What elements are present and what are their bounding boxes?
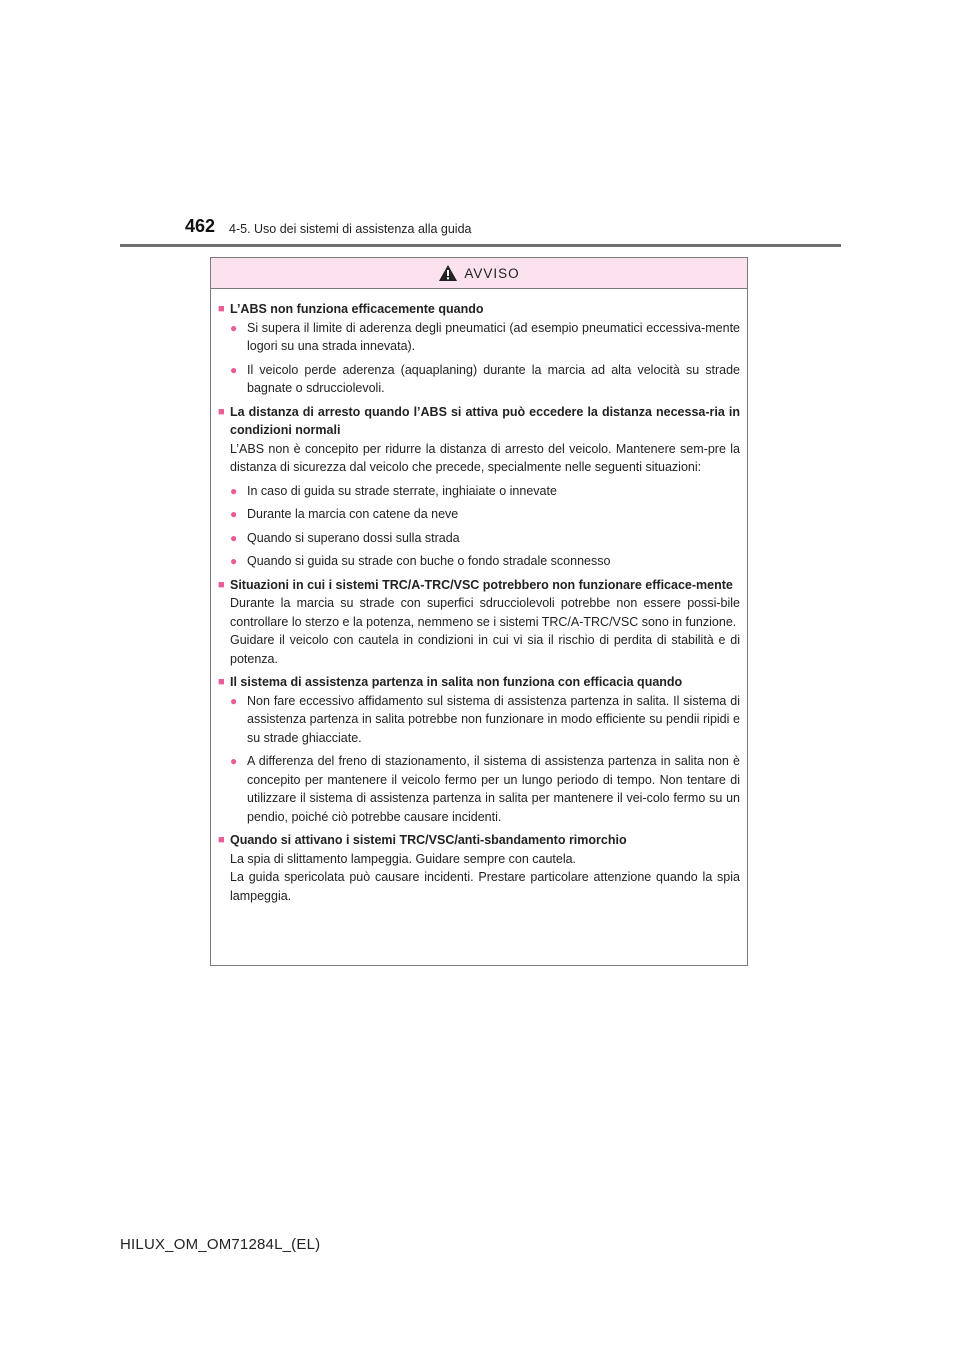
document-code: HILUX_OM_OM71284L_(EL)	[120, 1236, 321, 1253]
warning-box	[210, 257, 748, 966]
section-heading: ■ Quando si attivano i sistemi TRC/VSC/anti-sbandamento rimorchio	[218, 831, 740, 850]
section-hill-start-assist	[218, 673, 740, 826]
section-paragraph: Durante la marcia su strade con superfici sdrucciolevoli potrebbe non essere possi-bile controllare lo sterzo e la potenza, nemmeno se i sistemi TRC/A-TRC/VSC sono in funzione. Guidare il veicolo con cautela in condizioni in cui vi sia il rischio di perdita di stabilità e di potenza.	[230, 596, 740, 666]
square-bullet-icon: ■	[218, 676, 225, 688]
warning-body	[211, 289, 747, 905]
list-item: ● Il veicolo perde aderenza (aquaplaning) durante la marcia ad alta velocità su strade bagnate o sdrucciolevoli.	[230, 361, 740, 398]
circle-bullet-icon: ●	[230, 320, 238, 335]
list-item: ● Durante la marcia con catene da neve	[230, 505, 740, 524]
circle-bullet-icon: ●	[230, 554, 238, 568]
section-trc-vsc	[218, 576, 740, 669]
square-bullet-icon: ■	[218, 405, 225, 418]
header-rule	[120, 244, 841, 247]
section-heading: ■ La distanza di arresto quando l’ABS si attiva può eccedere la distanza necessa-ria in condizioni normali	[218, 403, 740, 440]
circle-bullet-icon: ●	[230, 483, 238, 498]
warning-header	[211, 258, 747, 289]
section-paragraph: La spia di slittamento lampeggia. Guidare sempre con cautela. La guida spericolata può causare incidenti. Prestare particolare attenzione quando la spia lampeggia.	[230, 851, 740, 903]
section-heading: ■ Situazioni in cui i sistemi TRC/A-TRC/VSC potrebbero non funzionare efficace-mente	[218, 576, 740, 595]
section-stopping-distance	[218, 403, 740, 571]
square-bullet-icon: ■	[218, 303, 225, 315]
page-number: 462	[185, 216, 216, 236]
circle-bullet-icon: ●	[230, 362, 238, 377]
square-bullet-icon: ■	[218, 578, 225, 591]
list-item: ● Quando si guida su strade con buche o fondo stradale sconnesso	[230, 552, 740, 571]
circle-bullet-icon: ●	[230, 507, 238, 521]
list-item: ● Si supera il limite di aderenza degli pneumatici (ad esempio pneumatici eccessiva-mente logori su una strada innevata).	[230, 319, 740, 356]
list-item: ● In caso di guida su strade sterrate, inghiaiate o innevate	[230, 482, 740, 501]
section-heading: ■ Il sistema di assistenza partenza in salita non funziona con efficacia quando	[218, 673, 740, 692]
list-item: ● Non fare eccessivo affidamento sul sistema di assistenza partenza in salita. Il sistema di assistenza partenza in salita potrebbe non funzionare in modo efficiente su pendii ripidi e su strade ghiacciate.	[230, 692, 740, 748]
warning-title: AVVISO	[464, 265, 520, 281]
section-heading: ■ L’ABS non funziona efficacemente quando	[218, 300, 740, 319]
circle-bullet-icon: ●	[230, 693, 238, 708]
circle-bullet-icon: ●	[230, 754, 238, 768]
list-item: ● A differenza del freno di stazionamento, il sistema di assistenza partenza in salita non è concepito per mantenere il veicolo fermo per un lungo periodo di tempo. Non tentare di utilizzare il sistema di assistenza partenza in salita per mantenere il vei-colo fermo su un pendio, poiché ciò potrebbe causare incidenti.	[230, 752, 740, 826]
warning-triangle-icon	[438, 264, 458, 282]
section-trailer-sway	[218, 831, 740, 905]
list-item: ● Quando si superano dossi sulla strada	[230, 529, 740, 548]
chapter-title: 4-5. Uso dei sistemi di assistenza alla guida	[229, 222, 472, 236]
circle-bullet-icon: ●	[230, 530, 238, 545]
section-abs-ineffective	[218, 300, 740, 398]
section-paragraph: L’ABS non è concepito per ridurre la distanza di arresto del veicolo. Mantenere sem-pre la distanza di sicurezza dal veicolo che precede, specialmente nelle seguenti situazioni:	[230, 441, 740, 474]
square-bullet-icon: ■	[218, 834, 225, 846]
